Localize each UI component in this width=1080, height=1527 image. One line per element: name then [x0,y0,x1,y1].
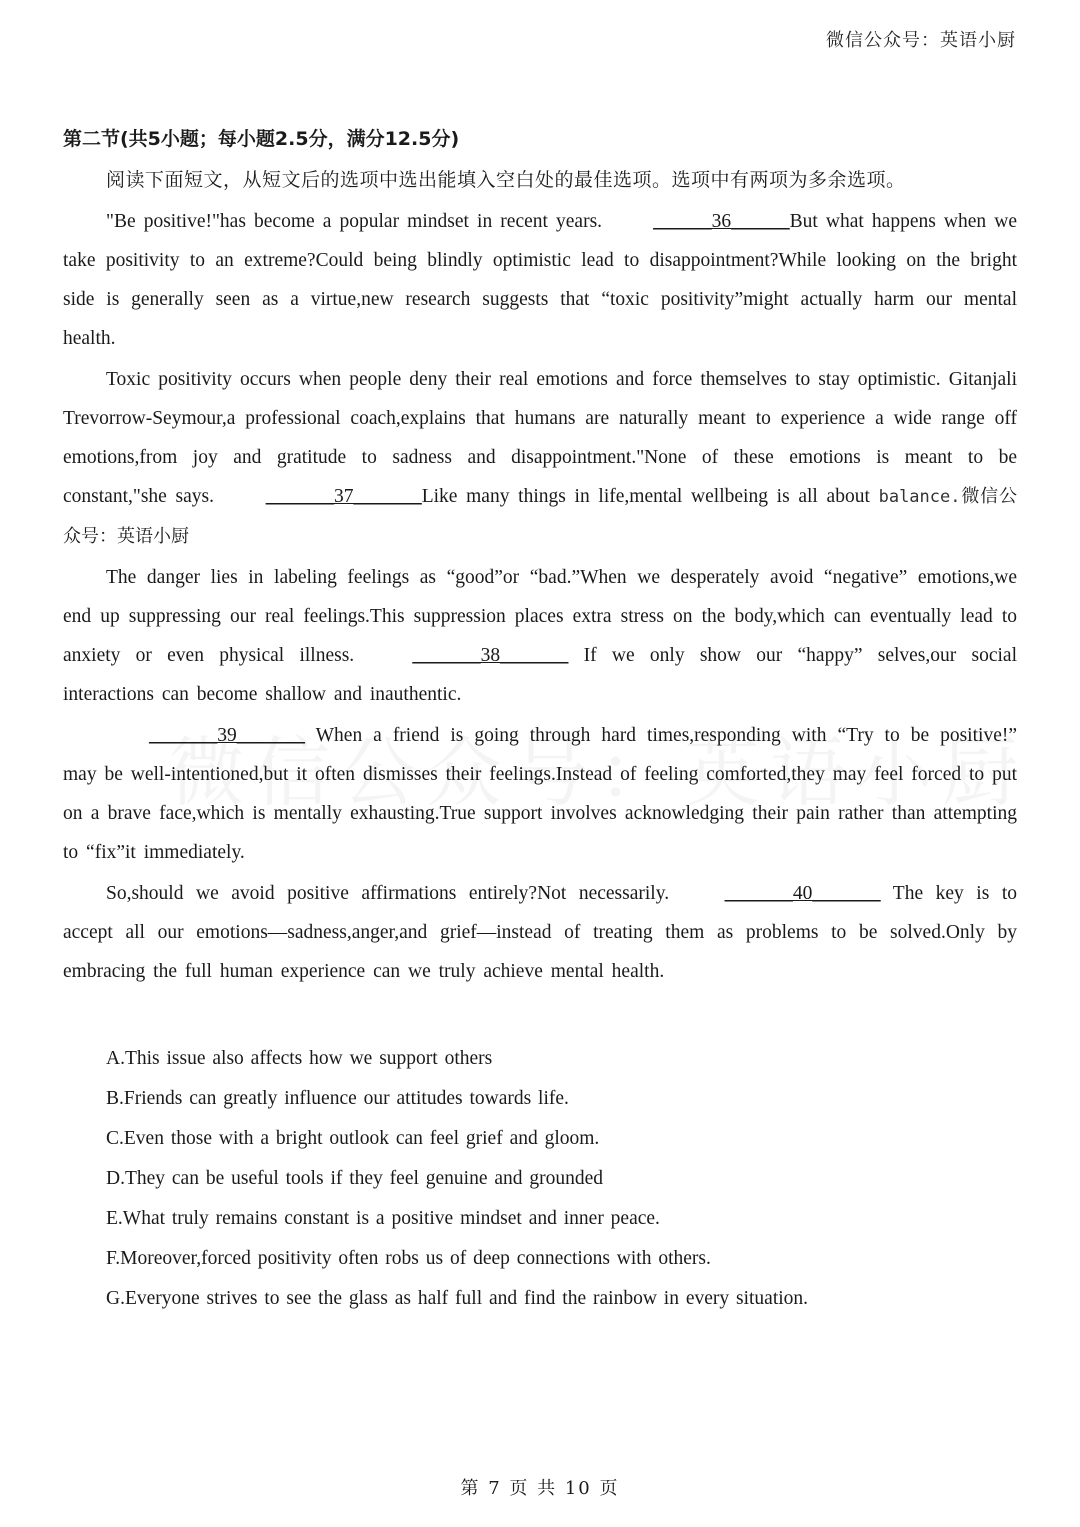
p2-text-b: Like many things in life,mental wellbeing is all about [421,486,879,507]
p1-text-a: "Be positive!"has become a popular mindset in recent years. [106,211,611,232]
p2-inline-watermark: 微信公众号：英语小厨 [63,486,1017,547]
option-d: D.They can be useful tools if they feel genuine and grounded [106,1168,604,1189]
option-b: B.Friends can greatly influence our attitudes towards life. [106,1088,569,1109]
option-g: G.Everyone strives to see the glass as half full and find the rainbow in every situation. [106,1288,809,1309]
blank-40: _______40_______ [724,883,881,904]
option-a: A.This issue also affects how we support others [106,1048,493,1069]
page-content [63,124,1017,1319]
section-instruction: 阅读下面短文，从短文后的选项中选出能填入空白处的最佳选项。选项中有两项为多余选项。 [106,169,906,191]
page-number: 第 7 页 共 10 页 [460,1478,620,1499]
p3-text-b: If we only show our “happy” selves,our social interactions can become shallow and inauthentic. [63,645,1017,705]
section-title: 第二节(共5小题；每小题2.5分，满分12.5分) [63,128,460,150]
option-e: E.What truly remains constant is a positive mindset and inner peace. [106,1208,660,1229]
blank-36: ______36______ [653,211,790,232]
p5-text-b: The key is to accept all our emotions—sadness,anger,and grief—instead of treating them as problems to be solved.Only by embracing the full human experience can we truly achieve mental health. [63,883,1017,982]
answer-options [63,1039,1017,1319]
blank-38: _______38_______ [412,645,569,666]
passage-paragraph-4 [63,716,1017,872]
p1-text-b: But what happens when we take positivity to an extreme?Could being blindly optimistic lead to disappointment?While looking on the bright side is generally seen as a virtue,new research suggests that “toxic positivity”might actually harm our mental health. [63,211,1017,349]
header-watermark-text: 微信公众号：英语小厨 [826,30,1016,51]
p2-text-mono: balance. [878,487,961,507]
blank-37: _______37_______ [265,486,422,507]
p2-text-a: Toxic positivity occurs when people deny their real emotions and force themselves to stay optimistic. Gitanjali Trevorrow-Seymour,a professional coach,explains that humans are naturally meant to experience a wide range off emotions,from joy and gratitude to sadness and disappointment."None of these emotions is meant to be constant,"she says. [63,369,1017,507]
passage-paragraph-1 [63,202,1017,358]
p4-text-b: When a friend is going through hard times,responding with “Try to be positive!” may be well-intentioned,but it often dismisses their feelings.Instead of feeling comforted,they may feel forced to put on a brave face,which is mentally exhausting.True support involves acknowledging their pain rather than attempting to “fix”it immediately. [63,725,1017,863]
p3-text-a: The danger lies in labeling feelings as “good”or “bad.”When we desperately avoid “negative” emotions,we end up suppressing our real feelings.This suppression places extra stress on the body,which can eventually lead to anxiety or even physical illness. [63,567,1017,666]
option-c: C.Even those with a bright outlook can feel grief and gloom. [106,1128,600,1149]
p5-text-a: So,should we avoid positive affirmations entirely?Not necessarily. [106,883,682,904]
option-f: F.Moreover,forced positivity often robs us of deep connections with others. [106,1248,711,1269]
blank-39: _______39_______ [149,725,305,746]
passage-paragraph-5 [63,874,1017,991]
passage-paragraph-3 [63,558,1017,714]
passage-paragraph-2 [63,360,1017,556]
